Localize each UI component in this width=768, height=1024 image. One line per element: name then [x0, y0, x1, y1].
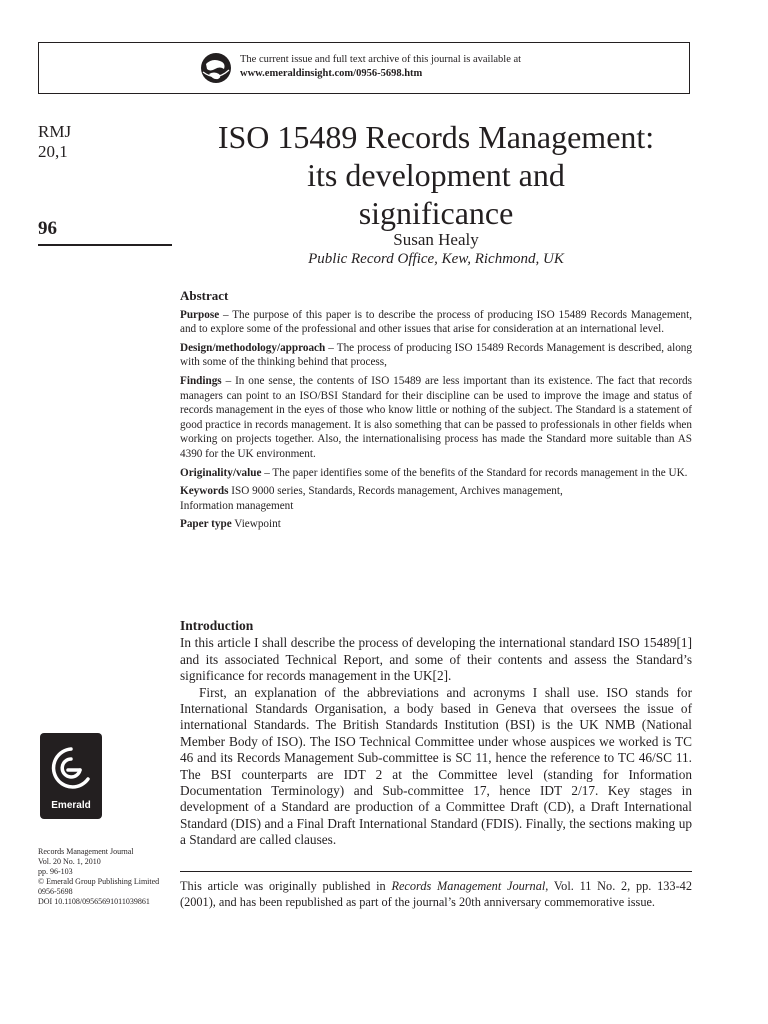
emerald-logo [40, 733, 102, 819]
abstract-findings [180, 374, 692, 462]
design-text: – The process of producing ISO 15489 Records Management is described, along with some of the thinking behind that process, [180, 341, 692, 369]
footnote-journal: Records Management Journal [391, 879, 546, 893]
originality-text: – The paper identifies some of the benefits of the Standard for records management in the UK. [261, 466, 688, 479]
title-line: significance [358, 195, 514, 231]
volume-issue: 20,1 [38, 142, 68, 161]
introduction-section [180, 618, 692, 849]
footnote-rule [180, 871, 692, 872]
findings-label: Findings [180, 374, 222, 387]
findings-text: – In one sense, the contents of ISO 15489 are less important than its existence. The fact that records managers can point to an ISO/BSI Standard for their discipline can be used to improve the image and status of records management in the eyes of those who know little or nothing of the subject. The Standard is a statement of good practice in records management. It is also something that can be passed to professionals in other fields when working on projects together. Also, the internationalising process has made the Standard more suitable than AS 4390 for the UK environment. [180, 374, 692, 460]
keywords-text: ISO 9000 series, Standards, Records management, Archives management, [228, 485, 563, 498]
page-number-rule [38, 244, 172, 246]
abstract-keywords [180, 484, 692, 513]
journal-citation [38, 122, 71, 162]
footnote-text-continued: , Vol. 11 No. 2, pp. 133-42 (2001), and has been republished as part of the journal’s 20th anniversary commemorative issue. [180, 879, 692, 909]
pub-info-line: DOI 10.1108/09565691011039861 [38, 896, 150, 906]
title-line: ISO 15489 Records Management: [217, 119, 655, 155]
purpose-label: Purpose [180, 308, 220, 321]
journal-archive-notice [38, 42, 690, 94]
abstract-paper-type [180, 517, 692, 532]
paper-type-text: Viewpoint [231, 518, 281, 531]
pub-info-line: Vol. 20 No. 1, 2010 [38, 856, 101, 866]
archive-availability-text: The current issue and full text archive of this journal is available at [240, 54, 522, 65]
abstract-heading: Abstract [180, 288, 229, 303]
pub-info-line: 0956-5698 [38, 886, 73, 896]
introduction-heading: Introduction [180, 618, 254, 633]
article-title [180, 118, 692, 232]
abstract [180, 289, 692, 536]
archive-url-link[interactable]: www.emeraldinsight.com/0956-5698.htm [240, 68, 423, 79]
emerald-swirl-icon [40, 737, 102, 807]
emerald-logo-label: Emerald [51, 800, 91, 811]
keywords-label: Keywords [180, 485, 229, 498]
pub-info-line: © Emerald Group Publishing Limited [38, 876, 160, 886]
pub-info-line: Records Management Journal [38, 847, 134, 856]
purpose-text: – The purpose of this paper is to describe the process of producing ISO 15489 Records Management, and to explore some of the professional and other issues that arise for consideration at an international level. [180, 308, 692, 336]
republication-footnote [180, 878, 692, 910]
abstract-purpose [180, 308, 692, 337]
intro-paragraph: First, an explanation of the abbreviations and acronyms I shall use. ISO stands for International Standards Organisation, a body based in Geneva that oversees the issue of international Standards. The British Standards Institution (BSI) is the UK NMB (National Member Body of ISO). The ISO Technical Committee under whose auspices we worked is TC 46 and its Records Management Sub-committee is SC 11, hence the reference to TC 46/SC 11. The BSI counterparts are IDT 2 at the Committee level (standing for Information Documentation Terminology) and Sub-committee 17, hence IDT 2/17. Key stages in development of a Standard are production of a Committee Draft (CD), a Draft International Standard (DIS) and a Final Draft International Standard (FDIS). Finally, the sections making up a Standard are called clauses. [180, 684, 692, 848]
originality-label: Originality/value [180, 466, 262, 479]
footnote-text: This article was originally published in [180, 879, 392, 893]
emerald-globe-icon [200, 52, 232, 84]
design-label: Design/methodology/approach [180, 341, 326, 354]
abstract-originality [180, 466, 692, 481]
title-line: its development and [307, 157, 565, 193]
journal-abbrev: RMJ [38, 122, 72, 141]
author-name: Susan Healy [393, 230, 479, 249]
pub-info-line: pp. 96-103 [38, 866, 73, 876]
paper-type-label: Paper type [180, 518, 232, 531]
intro-paragraph: In this article I shall describe the process of developing the international standard ISO 15489[1] and its associated Technical Report, and some of their contents and assess the Standard’s significance for records management in the UK[2]. [180, 635, 692, 684]
publication-info [38, 847, 159, 906]
keywords-text-continued: Information management [180, 499, 294, 512]
page-number: 96 [38, 218, 57, 239]
abstract-design [180, 341, 692, 370]
author-affiliation: Public Record Office, Kew, Richmond, UK [308, 251, 564, 267]
